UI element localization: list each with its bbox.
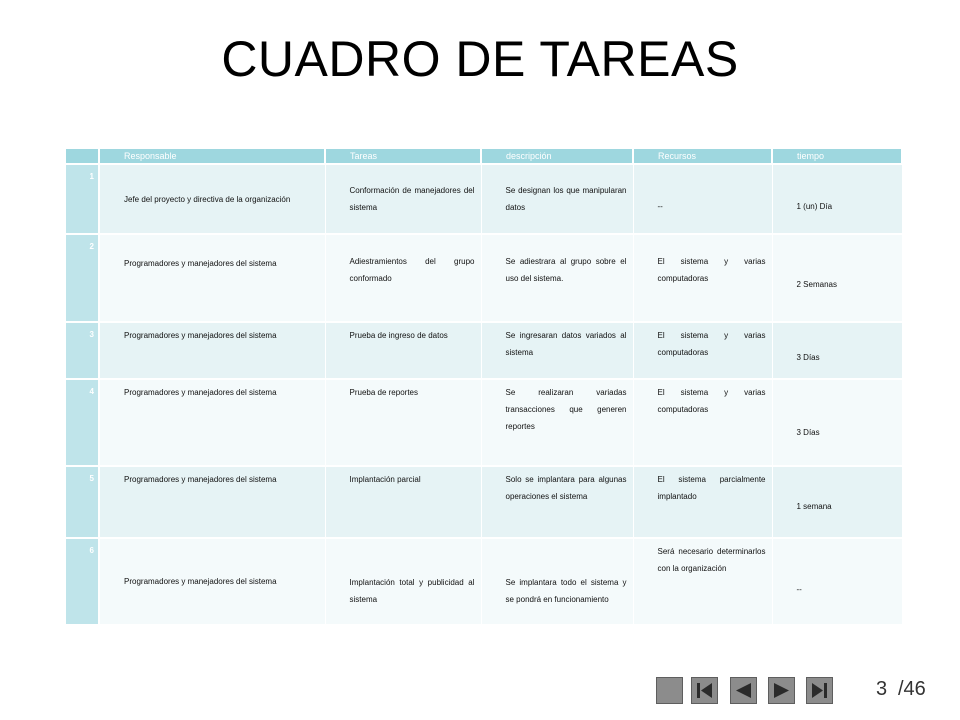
row-number: 3 <box>66 322 99 379</box>
row-number: 6 <box>66 538 99 624</box>
previous-slide-icon <box>731 678 756 703</box>
slide-title: CUADRO DE TAREAS <box>221 31 739 87</box>
header-number <box>66 149 99 164</box>
cell-tiempo: -- <box>772 538 902 624</box>
cell-tiempo: 3 Días <box>772 322 902 379</box>
last-slide-button[interactable] <box>806 677 833 704</box>
blank-nav-button[interactable] <box>656 677 683 704</box>
header-descripcion: descripción <box>481 149 633 164</box>
cell-tarea: Prueba de reportes <box>325 379 481 466</box>
cell-descripcion: Solo se implantara para algunas operaciones el sistema <box>481 466 633 538</box>
cell-tiempo: 2 Semanas <box>772 234 902 322</box>
cell-recursos: El sistema y varias computadoras <box>633 322 772 379</box>
cell-responsable: Programadores y manejadores del sistema <box>99 379 325 466</box>
table-row <box>66 466 902 538</box>
table-row <box>66 234 902 322</box>
page-total: /46 <box>898 678 926 700</box>
table-row <box>66 379 902 466</box>
cell-descripcion: Se designan los que manipularan datos <box>481 164 633 234</box>
row-number: 5 <box>66 466 99 538</box>
cell-responsable: Programadores y manejadores del sistema <box>99 322 325 379</box>
cell-tarea: Adiestramientos del grupo conformado <box>325 234 481 322</box>
cell-tarea: Conformación de manejadores del sistema <box>325 164 481 234</box>
cell-tarea: Implantación total y publicidad al sistema <box>325 538 481 624</box>
table-row <box>66 538 902 624</box>
first-slide-button[interactable] <box>691 677 718 704</box>
cell-tiempo: 3 Días <box>772 379 902 466</box>
row-number: 4 <box>66 379 99 466</box>
table-row <box>66 164 902 234</box>
cell-responsable: Programadores y manejadores del sistema <box>99 234 325 322</box>
first-slide-icon <box>692 678 717 703</box>
cell-responsable: Jefe del proyecto y directiva de la organización <box>99 164 325 234</box>
cell-responsable: Programadores y manejadores del sistema <box>99 466 325 538</box>
header-responsable: Responsable <box>99 149 325 164</box>
next-slide-icon <box>769 678 794 703</box>
cell-tarea: Prueba de ingreso de datos <box>325 322 481 379</box>
cell-descripcion: Se realizaran variadas transacciones que generen reportes <box>481 379 633 466</box>
cell-recursos: El sistema y varias computadoras <box>633 379 772 466</box>
cell-responsable: Programadores y manejadores del sistema <box>99 538 325 624</box>
cell-descripcion: Se implantara todo el sistema y se pondrá en funcionamiento <box>481 538 633 624</box>
tasks-table <box>66 149 903 624</box>
row-number: 2 <box>66 234 99 322</box>
previous-slide-button[interactable] <box>730 677 757 704</box>
table-header-row <box>66 149 902 164</box>
cell-tarea: Implantación parcial <box>325 466 481 538</box>
header-tareas: Tareas <box>325 149 481 164</box>
cell-recursos: Será necesario determinarlos con la organización <box>633 538 772 624</box>
cell-descripcion: Se adiestrara al grupo sobre el uso del sistema. <box>481 234 633 322</box>
cell-descripcion: Se ingresaran datos variados al sistema <box>481 322 633 379</box>
cell-recursos: El sistema y varias computadoras <box>633 234 772 322</box>
header-tiempo: tiempo <box>772 149 902 164</box>
cell-tiempo: 1 (un) Día <box>772 164 902 234</box>
page-number: 3 <box>876 678 888 700</box>
row-number: 1 <box>66 164 99 234</box>
next-slide-button[interactable] <box>768 677 795 704</box>
last-slide-icon <box>807 678 832 703</box>
table-row <box>66 322 902 379</box>
cell-recursos: El sistema parcialmente implantado <box>633 466 772 538</box>
cell-tiempo: 1 semana <box>772 466 902 538</box>
header-recursos: Recursos <box>633 149 772 164</box>
cell-recursos: -- <box>633 164 772 234</box>
